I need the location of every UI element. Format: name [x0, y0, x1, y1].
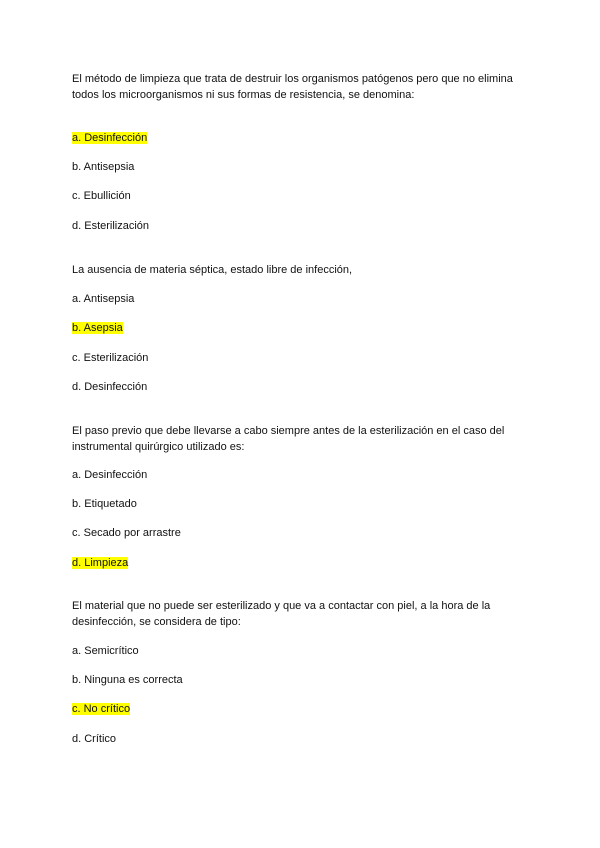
question-2-option-a: a. Antisepsia	[72, 293, 135, 305]
question-1-option-a	[72, 130, 147, 146]
highlighted-answer: b. Asepsia	[72, 322, 123, 334]
question-1-text-line-1: El método de limpieza que trata de destruir los organismos patógenos pero que no elimina	[72, 73, 513, 85]
question-1-option-b: b. Antisepsia	[72, 161, 135, 173]
question-4-option-b: b. Ninguna es correcta	[72, 674, 183, 686]
question-2-option-b	[72, 320, 123, 336]
question-1-text-line-2: todos los microorganismos ni sus formas de resistencia, se denomina:	[72, 89, 415, 101]
question-1-option-c: c. Ebullición	[72, 190, 131, 202]
highlighted-answer: a. Desinfección	[72, 132, 148, 144]
highlighted-answer: d. Limpieza	[72, 557, 129, 569]
question-3-option-b: b. Etiquetado	[72, 498, 137, 510]
highlighted-answer: c. No crítico	[72, 703, 131, 715]
question-4-text-line-2: desinfección, se considera de tipo:	[72, 616, 241, 628]
question-3-text-line-2: instrumental quirúrgico utilizado es:	[72, 441, 245, 453]
question-4-text-line-1: El material que no puede ser esterilizado y que va a contactar con piel, a la hora de la	[72, 600, 491, 612]
question-2-option-d: d. Desinfección	[72, 381, 148, 393]
question-4-option-d: d. Crítico	[72, 733, 117, 745]
question-2-option-c: c. Esterilización	[72, 352, 149, 364]
question-3-option-c: c. Secado por arrastre	[72, 527, 181, 539]
question-3-text-line-1: El paso previo que debe llevarse a cabo siempre antes de la esterilización en el caso del	[72, 425, 505, 437]
question-1-option-d: d. Esterilización	[72, 220, 150, 232]
question-2-text-line-1: La ausencia de materia séptica, estado libre de infección,	[72, 264, 353, 276]
question-4-option-a: a. Semicrítico	[72, 645, 139, 657]
question-3-option-a: a. Desinfección	[72, 469, 148, 481]
question-4-option-c	[72, 701, 130, 717]
question-3-option-d	[72, 555, 128, 571]
